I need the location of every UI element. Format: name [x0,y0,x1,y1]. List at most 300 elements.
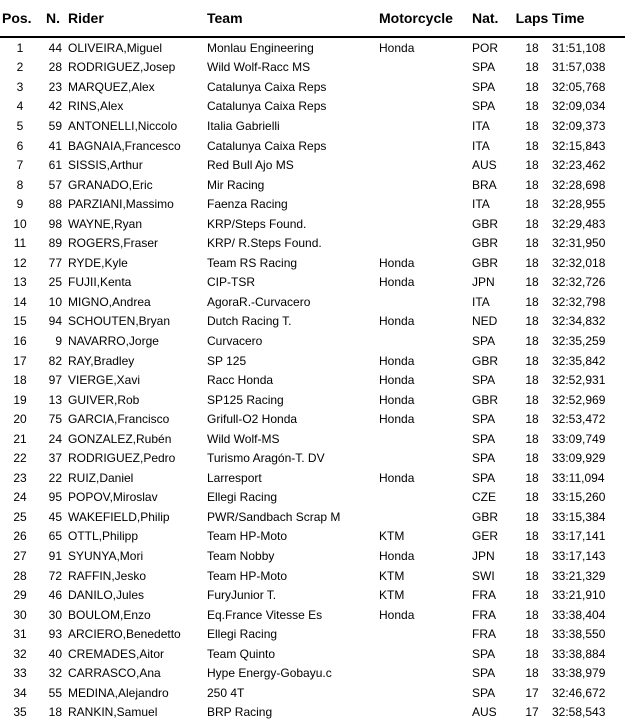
table-row [0,585,625,605]
cell-nationality: SPA [472,60,496,75]
cell-laps: 17 [525,685,539,700]
cell-time: 32:32,726 [552,275,606,290]
cell-pos: 5 [16,118,24,133]
cell-pos: 4 [16,99,24,114]
cell-laps: 18 [525,216,539,231]
cell-time: 31:57,038 [552,60,606,75]
cell-motorcycle [379,624,472,644]
cell-nationality: SPA [472,99,496,114]
cell-pos: 1 [16,40,24,55]
cell-pos: 25 [13,509,27,524]
cell-number: 98 [48,216,62,231]
cell-rider: SYUNYA,Mori [68,548,144,563]
table-row [0,683,625,703]
cell-pos: 18 [13,373,27,388]
table-row [0,527,625,547]
header-row [0,0,625,37]
cell-nationality: ITA [472,138,490,153]
cell-motorcycle [379,233,472,253]
cell-time: 33:38,550 [552,627,606,642]
cell-team: Team Nobby [207,548,275,563]
cell-rider: PARZIANI,Massimo [68,197,174,212]
table-header [0,0,625,37]
header-time: Time [552,10,585,26]
cell-rider: MEDINA,Alejandro [68,685,169,700]
cell-motorcycle: Honda [379,40,415,55]
cell-team: Larresport [207,470,262,485]
cell-motorcycle: Honda [379,314,415,329]
cell-motorcycle [379,292,472,312]
cell-laps: 18 [525,197,539,212]
table-row [0,703,625,723]
cell-motorcycle: Honda [379,373,415,388]
cell-pos: 35 [13,705,27,720]
cell-number: 91 [48,548,62,563]
cell-motorcycle [379,448,472,468]
cell-laps: 18 [525,568,539,583]
cell-laps: 18 [525,509,539,524]
cell-team: Ellegi Racing [207,627,278,642]
cell-nationality: POR [472,40,499,55]
cell-team: Catalunya Caixa Reps [207,79,327,94]
cell-motorcycle: KTM [379,529,405,544]
cell-rider: VIERGE,Xavi [68,373,141,388]
cell-laps: 18 [525,607,539,622]
cell-team: CIP-TSR [207,275,255,290]
cell-number: 23 [48,79,62,94]
cell-pos: 7 [16,158,24,173]
cell-nationality: SPA [472,412,496,427]
cell-time: 33:17,141 [552,529,606,544]
cell-pos: 29 [13,588,27,603]
cell-laps: 18 [525,255,539,270]
cell-number: 9 [55,333,62,348]
cell-number: 22 [48,470,62,485]
cell-number: 93 [48,627,62,642]
cell-number: 89 [48,236,62,251]
cell-rider: CARRASCO,Ana [68,666,161,681]
cell-laps: 18 [525,529,539,544]
cell-motorcycle [379,664,472,684]
cell-team: Italia Gabrielli [207,118,280,133]
cell-pos: 2 [16,60,24,75]
table-row [0,624,625,644]
cell-pos: 10 [13,216,27,231]
cell-nationality: ITA [472,118,490,133]
cell-time: 32:46,672 [552,685,606,700]
cell-nationality: SPA [472,646,496,661]
table-row [0,233,625,253]
table-row [0,390,625,410]
table-row [0,116,625,136]
cell-laps: 18 [525,588,539,603]
cell-time: 32:31,950 [552,236,606,251]
table-row [0,97,625,117]
cell-time: 32:58,543 [552,705,606,720]
cell-laps: 18 [525,373,539,388]
cell-rider: RODRIGUEZ,Josep [68,60,176,75]
cell-team: Catalunya Caixa Reps [207,99,327,114]
cell-laps: 18 [525,177,539,192]
table-row [0,546,625,566]
cell-rider: OLIVEIRA,Miguel [68,40,163,55]
cell-time: 32:29,483 [552,216,606,231]
cell-rider: RODRIGUEZ,Pedro [68,451,176,466]
cell-team: Wild Wolf-Racc MS [207,60,311,75]
cell-rider: WAYNE,Ryan [68,216,143,231]
cell-nationality: GBR [472,509,499,524]
cell-time: 32:35,259 [552,333,606,348]
cell-rider: MARQUEZ,Alex [68,79,155,94]
cell-team: KRP/ R.Steps Found. [207,236,322,251]
cell-team: Mir Racing [207,177,265,192]
cell-laps: 18 [525,79,539,94]
cell-motorcycle [379,97,472,117]
cell-time: 33:15,260 [552,490,606,505]
cell-laps: 18 [525,60,539,75]
cell-nationality: JPN [472,548,495,563]
cell-time: 32:32,798 [552,294,606,309]
cell-nationality: JPN [472,275,495,290]
cell-team: Hype Energy-Gobayu.c [207,666,332,681]
cell-motorcycle [379,136,472,156]
cell-pos: 19 [13,392,27,407]
cell-motorcycle [379,58,472,78]
cell-motorcycle [379,116,472,136]
cell-time: 33:17,143 [552,548,606,563]
cell-nationality: NED [472,314,498,329]
table-row [0,194,625,214]
cell-time: 32:34,832 [552,314,606,329]
cell-nationality: FRA [472,588,496,603]
cell-nationality: AUS [472,705,497,720]
cell-team: 250 4T [207,685,245,700]
cell-rider: RUIZ,Daniel [68,470,134,485]
cell-team: Ellegi Racing [207,490,278,505]
cell-rider: MIGNO,Andrea [68,294,151,309]
table-row [0,644,625,664]
cell-number: 55 [48,685,62,700]
table-body [0,37,625,722]
cell-pos: 15 [13,314,27,329]
cell-number: 95 [48,490,62,505]
cell-time: 32:09,034 [552,99,606,114]
cell-laps: 18 [525,627,539,642]
cell-team: Wild Wolf-MS [207,431,280,446]
cell-team: Team HP-Moto [207,568,288,583]
table-row [0,175,625,195]
cell-laps: 18 [525,275,539,290]
cell-laps: 18 [525,431,539,446]
cell-pos: 34 [13,685,27,700]
cell-laps: 18 [525,490,539,505]
cell-number: 57 [48,177,62,192]
cell-time: 33:11,094 [552,470,605,485]
cell-motorcycle [379,644,472,664]
cell-laps: 18 [525,236,539,251]
cell-rider: ROGERS,Fraser [68,236,159,251]
cell-time: 32:28,698 [552,177,606,192]
table-row [0,58,625,78]
cell-nationality: SPA [472,431,496,446]
cell-rider: FUJII,Kenta [68,275,132,290]
cell-pos: 33 [13,666,27,681]
header-rider: Rider [68,10,104,26]
cell-motorcycle: Honda [379,470,415,485]
cell-number: 44 [48,40,62,55]
cell-nationality: AUS [472,158,497,173]
cell-laps: 18 [525,470,539,485]
cell-nationality: ITA [472,197,490,212]
cell-number: 59 [48,118,62,133]
cell-time: 31:51,108 [552,40,606,55]
cell-number: 24 [48,431,62,446]
cell-laps: 18 [525,99,539,114]
cell-pos: 6 [16,138,24,153]
cell-rider: DANILO,Jules [68,588,145,603]
table-row [0,37,625,58]
cell-number: 13 [48,392,62,407]
cell-laps: 18 [525,138,539,153]
cell-number: 30 [48,607,62,622]
cell-nationality: GBR [472,255,499,270]
table-row [0,488,625,508]
cell-laps: 18 [525,666,539,681]
cell-motorcycle [379,488,472,508]
cell-rider: NAVARRO,Jorge [68,333,159,348]
cell-pos: 20 [13,412,27,427]
cell-pos: 23 [13,470,27,485]
cell-time: 33:09,929 [552,451,606,466]
cell-team: Eq.France Vitesse Es [207,607,323,622]
cell-pos: 8 [16,177,24,192]
cell-number: 65 [48,529,62,544]
cell-time: 33:21,910 [552,588,606,603]
cell-time: 32:53,472 [552,412,606,427]
cell-nationality: SPA [472,373,496,388]
cell-team: Team Quinto [207,646,276,661]
cell-number: 97 [48,373,62,388]
cell-pos: 3 [16,79,24,94]
cell-nationality: GBR [472,392,499,407]
table-row [0,664,625,684]
cell-motorcycle [379,331,472,351]
table-row [0,566,625,586]
cell-number: 45 [48,509,62,524]
cell-rider: RINS,Alex [68,99,124,114]
cell-nationality: GBR [472,236,499,251]
cell-pos: 30 [13,607,27,622]
header-pos: Pos. [2,10,32,26]
cell-team: PWR/Sandbach Scrap M [207,509,341,524]
cell-team: SP125 Racing [207,392,284,407]
cell-rider: WAKEFIELD,Philip [68,509,170,524]
cell-number: 40 [48,646,62,661]
cell-team: FuryJunior T. [207,588,277,603]
cell-team: AgoraR.-Curvacero [207,294,311,309]
cell-rider: ARCIERO,Benedetto [68,627,181,642]
cell-nationality: FRA [472,607,496,622]
cell-team: Monlau Engineering [207,40,314,55]
table-row [0,351,625,371]
cell-laps: 18 [525,412,539,427]
cell-laps: 17 [525,705,539,720]
cell-number: 37 [48,451,62,466]
cell-pos: 21 [13,431,27,446]
cell-team: Team RS Racing [207,255,298,270]
cell-nationality: SWI [472,568,495,583]
cell-rider: GONZALEZ,Rubén [68,431,172,446]
cell-laps: 18 [525,118,539,133]
cell-nationality: BRA [472,177,497,192]
cell-nationality: SPA [472,470,496,485]
cell-time: 32:23,462 [552,158,606,173]
cell-team: Catalunya Caixa Reps [207,138,327,153]
cell-team: Turismo Aragón-T. DV [207,451,325,466]
cell-time: 33:09,749 [552,431,606,446]
cell-pos: 27 [13,548,27,563]
cell-rider: GUIVER,Rob [68,392,140,407]
cell-motorcycle: KTM [379,588,405,603]
cell-number: 75 [48,412,62,427]
cell-pos: 17 [13,353,27,368]
cell-motorcycle [379,214,472,234]
cell-time: 32:32,018 [552,255,606,270]
cell-team: Faenza Racing [207,197,288,212]
table-row [0,468,625,488]
table-row [0,370,625,390]
table-row [0,312,625,332]
cell-nationality: GBR [472,216,499,231]
table-row [0,429,625,449]
cell-nationality: GBR [472,353,499,368]
header-nationality: Nat. [472,10,499,26]
cell-nationality: CZE [472,490,496,505]
cell-rider: RANKIN,Samuel [68,705,158,720]
table-row [0,292,625,312]
cell-team: Red Bull Ajo MS [207,158,294,173]
cell-motorcycle: Honda [379,548,415,563]
cell-number: 77 [48,255,62,270]
cell-motorcycle: Honda [379,412,415,427]
cell-nationality: ITA [472,294,490,309]
cell-pos: 28 [13,568,27,583]
table-row [0,155,625,175]
cell-motorcycle: Honda [379,607,415,622]
cell-time: 32:52,931 [552,373,606,388]
cell-number: 72 [48,568,62,583]
cell-rider: GRANADO,Eric [68,177,153,192]
cell-motorcycle [379,194,472,214]
cell-laps: 18 [525,314,539,329]
cell-number: 10 [48,294,62,309]
cell-number: 28 [48,60,62,75]
cell-rider: POPOV,Miroslav [68,490,158,505]
cell-nationality: GER [472,529,499,544]
cell-nationality: SPA [472,451,496,466]
cell-rider: OTTL,Philipp [68,529,139,544]
cell-pos: 14 [13,294,27,309]
cell-nationality: SPA [472,79,496,94]
header-number: N. [46,10,60,26]
cell-pos: 31 [13,627,27,642]
cell-pos: 32 [13,646,27,661]
cell-team: Racc Honda [207,373,274,388]
cell-motorcycle [379,429,472,449]
cell-laps: 18 [525,158,539,173]
cell-time: 32:35,842 [552,353,606,368]
cell-motorcycle [379,507,472,527]
table-row [0,136,625,156]
cell-number: 18 [48,705,62,720]
cell-laps: 18 [525,40,539,55]
cell-rider: RAFFIN,Jesko [68,568,147,583]
cell-pos: 13 [13,275,27,290]
cell-team: KRP/Steps Found. [207,216,307,231]
cell-laps: 18 [525,548,539,563]
cell-motorcycle [379,77,472,97]
cell-time: 32:15,843 [552,138,606,153]
cell-time: 32:09,373 [552,118,606,133]
cell-time: 32:52,969 [552,392,606,407]
cell-laps: 18 [525,294,539,309]
cell-time: 32:28,955 [552,197,606,212]
cell-laps: 18 [525,392,539,407]
table-row [0,507,625,527]
cell-pos: 16 [13,333,27,348]
cell-laps: 18 [525,646,539,661]
cell-time: 32:05,768 [552,79,606,94]
header-laps: Laps [515,10,549,26]
table-row [0,448,625,468]
table-row [0,253,625,273]
table-row [0,273,625,293]
cell-pos: 22 [13,451,27,466]
header-motorcycle: Motorcycle [379,10,453,26]
cell-team: Dutch Racing T. [207,314,292,329]
cell-team: Team HP-Moto [207,529,288,544]
cell-number: 41 [48,138,62,153]
table-row [0,605,625,625]
cell-number: 61 [48,158,62,173]
cell-pos: 12 [13,255,27,270]
cell-number: 82 [48,353,62,368]
cell-laps: 18 [525,333,539,348]
cell-rider: BOULOM,Enzo [68,607,151,622]
cell-rider: ANTONELLI,Niccolo [68,118,178,133]
cell-nationality: SPA [472,666,496,681]
cell-motorcycle [379,175,472,195]
cell-laps: 18 [525,451,539,466]
table-row [0,214,625,234]
cell-number: 46 [48,588,62,603]
cell-team: Curvacero [207,333,263,348]
cell-motorcycle [379,155,472,175]
cell-rider: SCHOUTEN,Bryan [68,314,171,329]
cell-number: 32 [48,666,62,681]
cell-pos: 11 [13,236,27,251]
table-row [0,409,625,429]
cell-number: 88 [48,197,62,212]
cell-rider: CREMADES,Aitor [68,646,165,661]
cell-laps: 18 [525,353,539,368]
cell-motorcycle: KTM [379,568,405,583]
cell-number: 94 [48,314,62,329]
cell-motorcycle [379,683,472,703]
cell-time: 33:38,404 [552,607,606,622]
cell-nationality: FRA [472,627,496,642]
cell-pos: 24 [13,490,27,505]
